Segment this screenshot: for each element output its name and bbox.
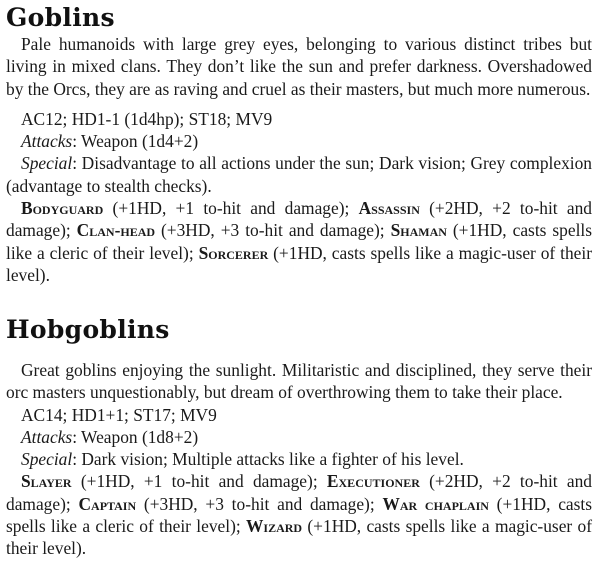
hobgoblins-entry [6, 359, 592, 560]
hobgoblins-variant-name: Wizard [246, 516, 303, 537]
goblins-description: Pale humanoids with large grey eyes, belonging to various distinct tribes but living in mixed clans. They don’t like the sun and prefer darkness. Overshadowed by the Orcs, they are as raving and cruel as their masters, but much more numerous. [6, 34, 592, 99]
hobgoblins-special-label: Special [21, 449, 73, 470]
goblins-stats: AC12; HD1-1 (1d4hp); ST18; MV9 [21, 108, 273, 129]
hobgoblins-description: Great goblins enjoying the sunlight. Militaristic and disciplined, they serve their orc masters unquestionably, but dream of overthrowing them to take their place. [6, 360, 592, 403]
goblins-variant-text: (+2HD, +2 to-hit and damage); [6, 198, 592, 241]
hobgoblins-special [6, 448, 592, 470]
goblins-variant-name: Sorcerer [198, 242, 269, 263]
hobgoblins-variant-text: (+3HD, +3 to-hit and damage); [136, 493, 383, 514]
hobgoblins-variant-name: Executioner [326, 471, 420, 492]
goblins-attacks-label: Attacks [21, 131, 73, 152]
goblins-variant-text: (+3HD, +3 to-hit and damage); [155, 220, 391, 241]
hobgoblins-attacks-label: Attacks [21, 426, 73, 447]
hobgoblins-attacks [6, 426, 592, 448]
goblins-variant-name: Assassin [358, 198, 420, 219]
goblins-attacks-text: : Weapon (1d4+2) [72, 131, 199, 152]
hobgoblins-variant-name: War chaplain [382, 493, 489, 514]
goblins-heading: Goblins [6, 3, 115, 32]
goblins-attacks [6, 130, 592, 152]
goblins-variant-text: (+1HD, +1 to-hit and damage); [103, 198, 359, 219]
hobgoblins-special-text: : Dark vision; Multiple attacks like a fighter of his level. [72, 449, 464, 470]
goblins-special-text: : Disadvantage to all actions under the sun; Dark vision; Grey complexion (advantage to stealth checks). [6, 153, 592, 196]
hobgoblins-attacks-text: : Weapon (1d8+2) [72, 426, 199, 447]
goblins-variant-name: Bodyguard [21, 198, 104, 219]
goblins-variant-text: (+1HD, casts spells like a magic-user of their level). [6, 242, 592, 285]
hobgoblins-variants [6, 470, 592, 559]
hobgoblins-variant-text: (+2HD, +2 to-hit and damage); [6, 471, 592, 514]
goblins-variants [6, 197, 592, 286]
hobgoblins-variant-name: Slayer [21, 471, 72, 492]
goblins-variant-name: Clan-head [76, 220, 156, 241]
goblins-special [6, 152, 592, 197]
hobgoblins-variant-text: (+1HD, casts spells like a magic-user of their level). [6, 516, 593, 559]
goblins-variant-text: (+1HD, casts spells like a cleric of their level); [6, 220, 592, 263]
hobgoblins-variant-name: Captain [78, 493, 137, 514]
goblins-special-label: Special [21, 153, 73, 174]
hobgoblins-variant-text: (+1HD, +1 to-hit and damage); [71, 471, 327, 492]
hobgoblins-heading: Hobgoblins [6, 315, 170, 344]
goblins-entry [6, 33, 592, 286]
hobgoblins-variant-text: (+1HD, casts spells like a cleric of their level); [6, 493, 593, 537]
hobgoblins-stats: AC14; HD1+1; ST17; MV9 [21, 404, 217, 425]
goblins-variant-name: Shaman [390, 220, 447, 241]
